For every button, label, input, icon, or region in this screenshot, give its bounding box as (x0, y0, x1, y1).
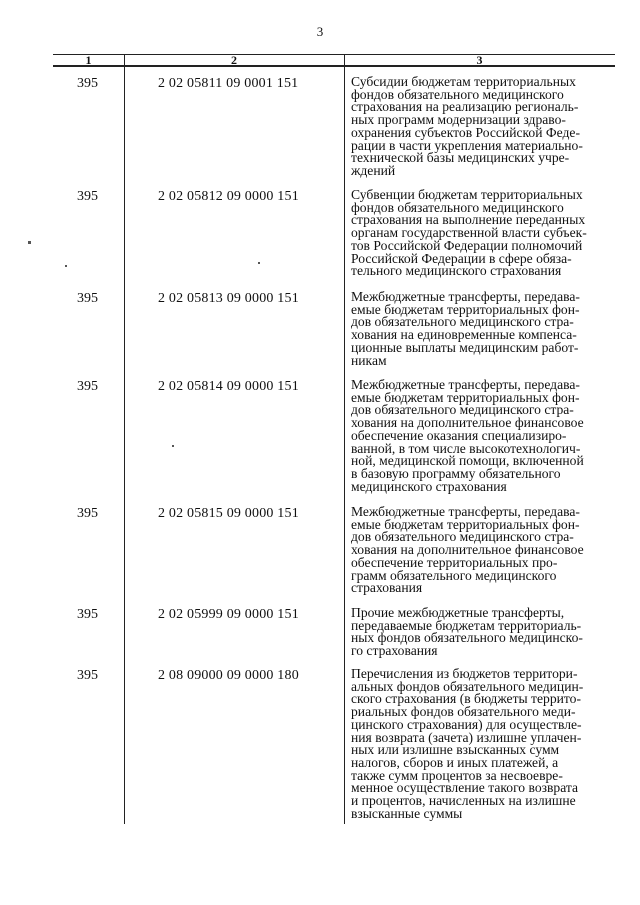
admin-code: 395 (77, 668, 98, 683)
page-number: 3 (316, 24, 324, 39)
scan-speck (258, 262, 260, 264)
column-header-2: 2 (231, 53, 237, 67)
revenue-description: Прочие межбюджетные трансферты, передаваемые бюджетам территориаль- ных фондов обязательного медицинско- го страхования (351, 605, 583, 659)
admin-code: 395 (77, 189, 98, 204)
budget-code: 2 02 05814 09 0000 151 (158, 379, 299, 394)
budget-code: 2 02 05815 09 0000 151 (158, 506, 299, 521)
admin-code: 395 (77, 291, 98, 306)
table-header-row (53, 54, 615, 67)
column-header-1: 1 (85, 53, 92, 67)
column-divider-1 (124, 54, 125, 824)
admin-code: 395 (77, 76, 98, 91)
revenue-description: Субсидии бюджетам территориальных фондов обязательного медицинского страхования на реализацию региональ- ных программ модернизации здраво- охранения субъектов Российской Феде- рации в части укрепления материально- технической базы медицинских учре- ждений (351, 74, 583, 178)
scan-speck (172, 445, 174, 447)
revenue-description: Перечисления из бюджетов территори- альных фондов обязательного медицин- ского страхования (в бюджеты террито- риальных фондов обязательного меди- цинского страхования) для осуществле- ния возврата (зачета) излишне уплачен- ных или излишне взысканных сумм налогов, сборов и иных платежей, а также сумм процентов за несвоевре- менное осуществление такого возврата и процентов, начисленных на излишне взысканные суммы (351, 666, 584, 821)
budget-code: 2 02 05999 09 0000 151 (158, 607, 299, 622)
revenue-description: Межбюджетные трансферты, передава- емые бюджетам территориальных фон- дов обязательного медицинского стра- хования на единовременные компенса- ционные выплаты медицинским работ- никам (351, 289, 580, 368)
admin-code: 395 (77, 607, 98, 622)
budget-code: 2 02 05811 09 0001 151 (158, 76, 299, 91)
budget-code: 2 02 05813 09 0000 151 (158, 291, 299, 306)
column-divider-2 (344, 54, 345, 824)
revenue-description: Межбюджетные трансферты, передава- емые бюджетам территориальных фон- дов обязательного медицинского стра- хования на дополнительное финансовое обеспечение территориальных про- грамм обязательного медицинского страхования (351, 504, 584, 596)
budget-code: 2 08 09000 09 0000 180 (158, 668, 299, 683)
revenue-description: Межбюджетные трансферты, передава- емые бюджетам территориальных фон- дов обязательного медицинского стра- хования на дополнительное финансовое обеспечение оказания специализиро- ванной, в том числе высокотехнологич- ной, медицинской помощи, включенной в базовую программу обязательного медицинского страхования (351, 377, 584, 494)
scan-speck (28, 241, 31, 244)
scan-speck (65, 265, 67, 267)
admin-code: 395 (77, 379, 98, 394)
budget-classification-table (53, 54, 615, 824)
revenue-description: Субвенции бюджетам территориальных фондов обязательного медицинского страхования на выполнение переданных органам государственной власти субъек- тов Российской Федерации полномочий Российской Федерации в сфере обяза- тельного медицинского страхования (351, 187, 587, 279)
budget-code: 2 02 05812 09 0000 151 (158, 189, 299, 204)
column-header-3: 3 (476, 53, 483, 67)
admin-code: 395 (77, 506, 98, 521)
